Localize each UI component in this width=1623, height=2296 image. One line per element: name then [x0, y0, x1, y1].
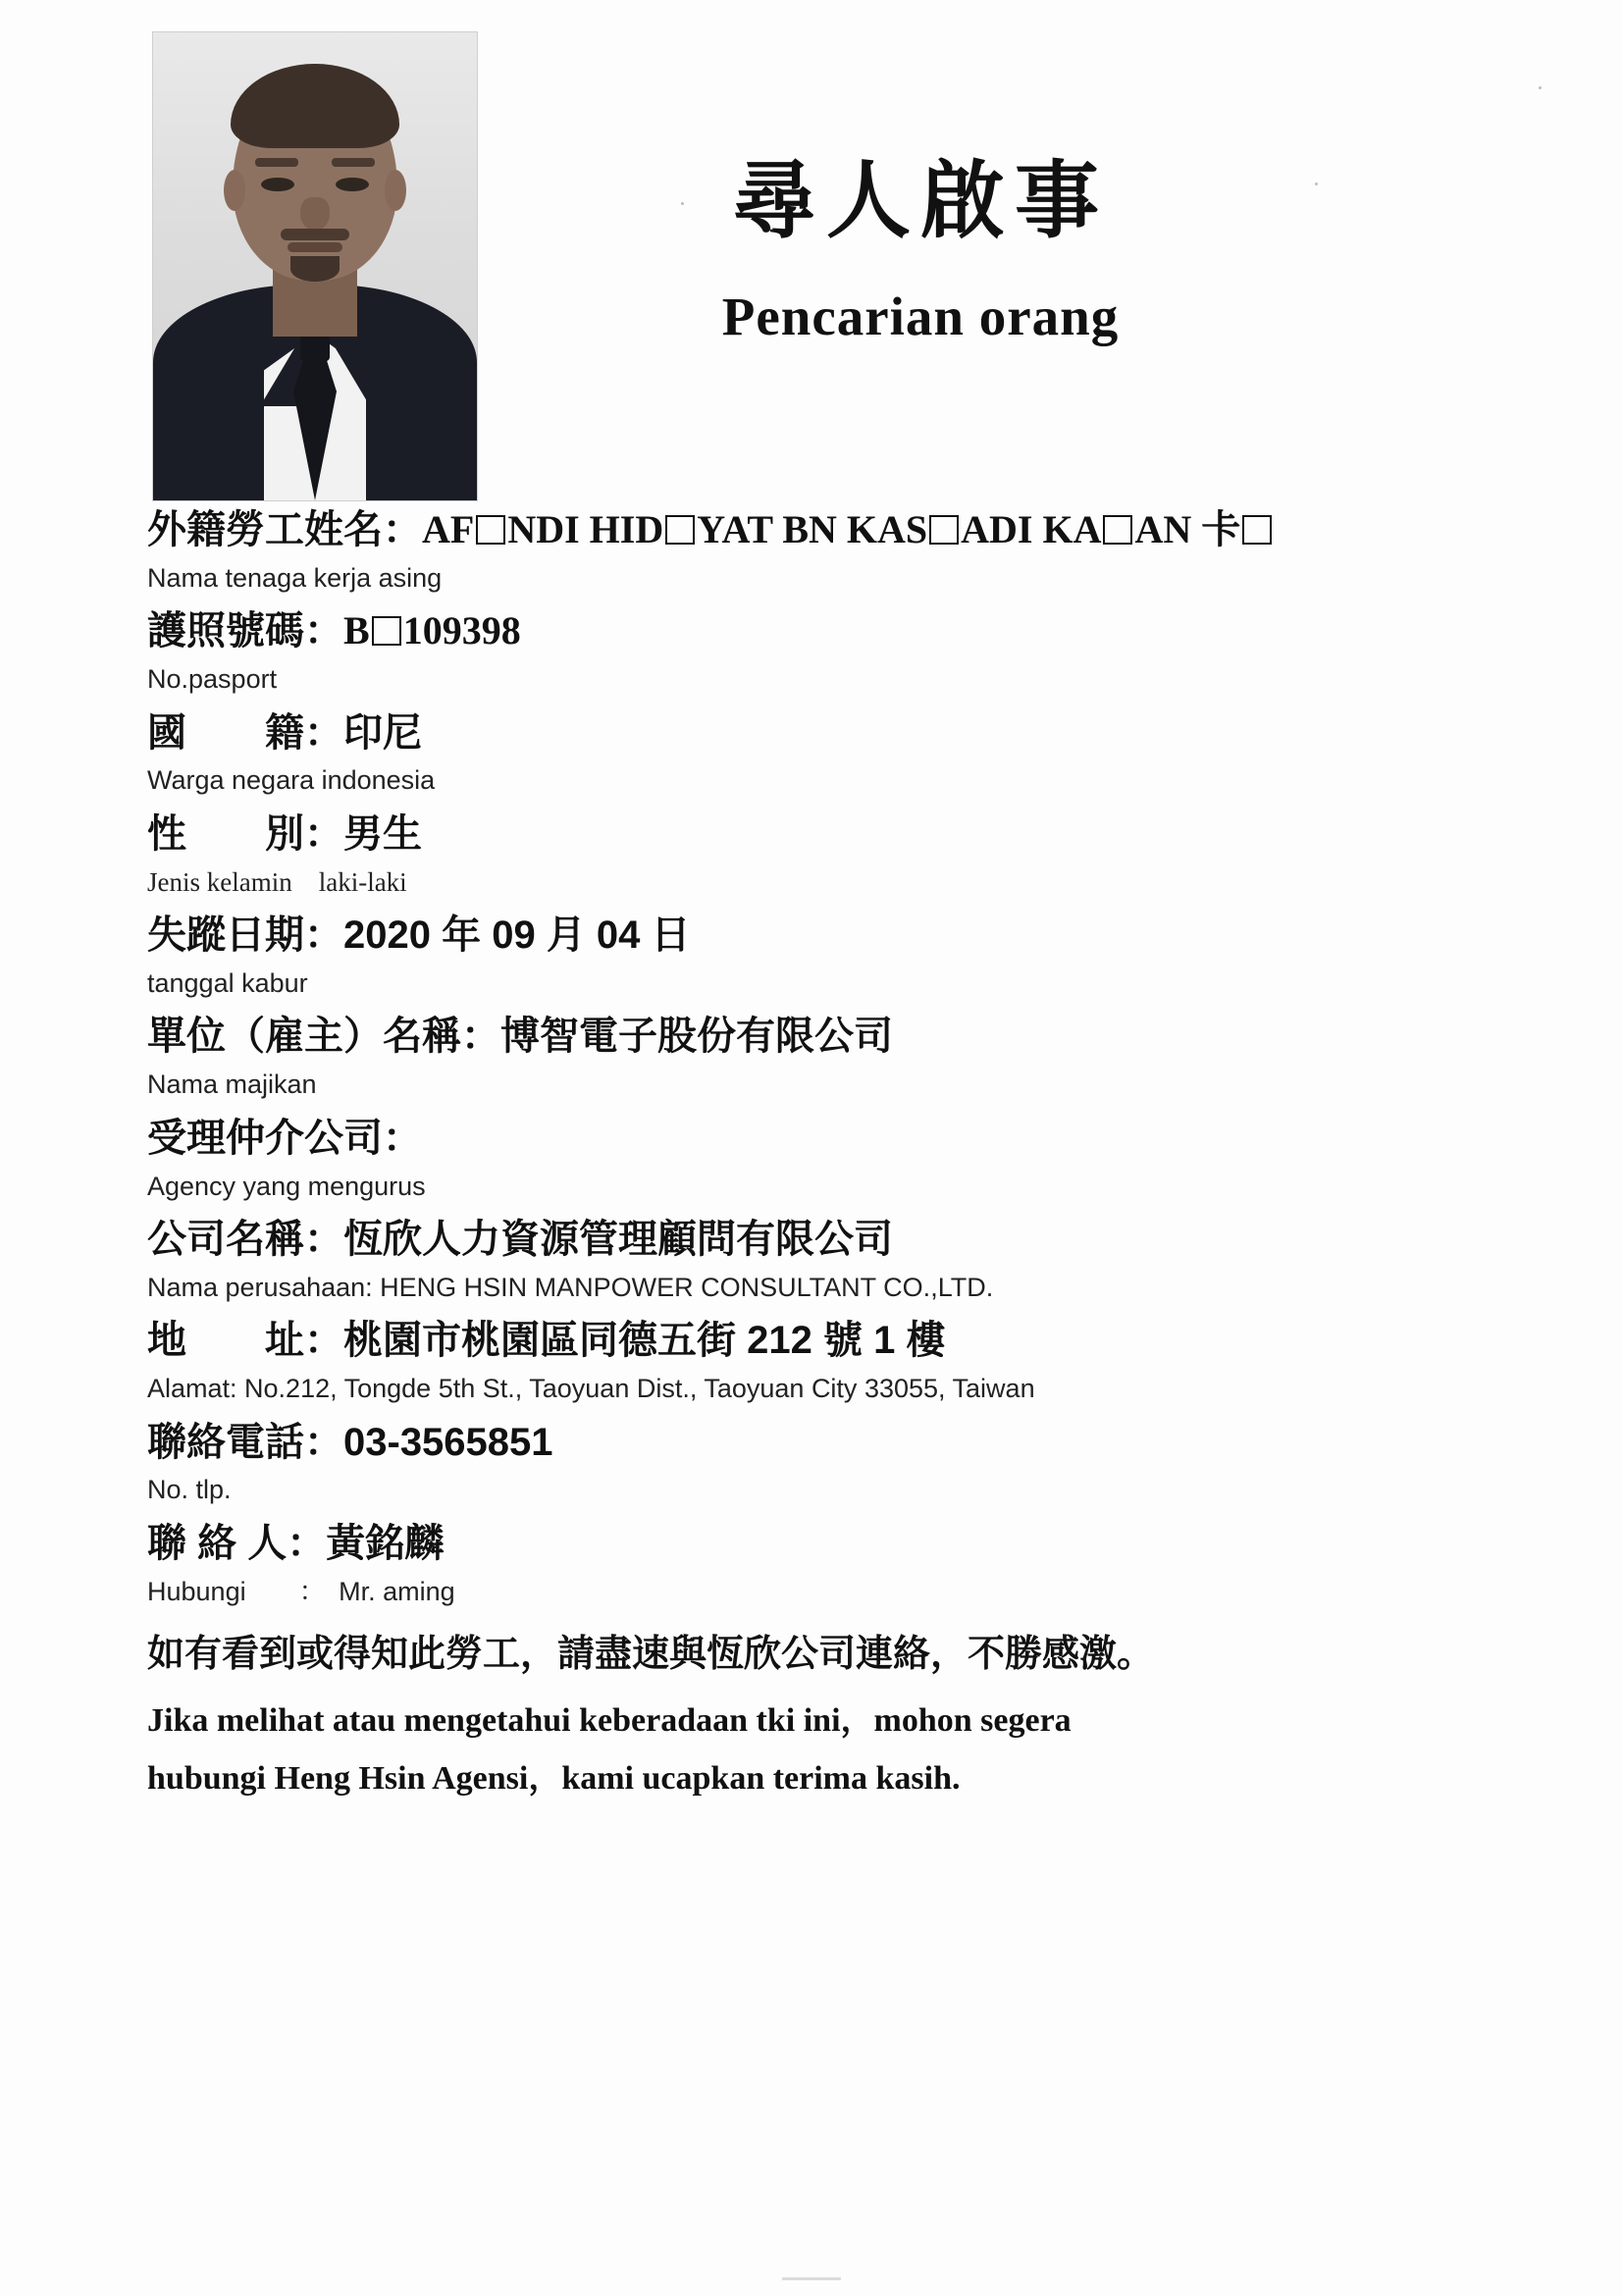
- field-agency: [147, 1109, 1476, 1206]
- field-agency-cn: [147, 1109, 1476, 1169]
- field-missing-date-id: tanggal kabur: [147, 967, 308, 998]
- field-nationality-value: 印尼: [343, 710, 422, 755]
- photo-brow-left: [255, 158, 298, 167]
- page-bottom-mark: [782, 2277, 841, 2280]
- field-employer-label: 單位（雇主）名稱：: [147, 1015, 500, 1059]
- field-company-id: Nama perusahaan: HENG HSIN MANPOWER CONSULTANT CO.,LTD.: [147, 1272, 994, 1302]
- field-missing-date: [147, 906, 1476, 1003]
- field-contact-person: [147, 1514, 1476, 1611]
- field-passport-label: 護照號碼：: [147, 608, 343, 653]
- field-gender: [147, 805, 1476, 902]
- field-name-label: 外籍勞工姓名：: [147, 507, 422, 551]
- photo-goatee: [290, 256, 340, 282]
- photo-ear-left: [224, 170, 245, 211]
- field-agency-label: 受理仲介公司：: [147, 1116, 422, 1160]
- field-name-value: AF NDI HID YAT BN KAS ADI KA AN 卡: [422, 507, 1274, 551]
- missing-glyph-box: [929, 515, 959, 545]
- field-gender-label: 性 別：: [147, 811, 343, 856]
- field-name-cn: [147, 500, 1476, 560]
- field-passport-value: B 109398: [343, 608, 521, 653]
- field-company: [147, 1210, 1476, 1307]
- photo-mouth: [288, 242, 342, 252]
- notice-cn: 如有看到或得知此勞工，請盡速與恆欣公司連絡，不勝感激。: [147, 1634, 1155, 1676]
- field-employer-id: Nama majikan: [147, 1070, 317, 1100]
- photo-ear-right: [385, 170, 406, 211]
- field-contact-person-label: 聯 絡 人：: [147, 1521, 327, 1565]
- field-nationality-cn: [147, 704, 1476, 763]
- field-agency-id: Agency yang mengurus: [147, 1171, 426, 1201]
- missing-glyph-box: [665, 515, 695, 545]
- field-phone: [147, 1413, 1476, 1510]
- field-company-cn: [147, 1210, 1476, 1270]
- missing-glyph-box: [372, 616, 401, 646]
- field-missing-date-cn: [147, 906, 1476, 965]
- field-address-id: Alamat: No.212, Tongde 5th St., Taoyuan Dist., Taoyuan City 33055, Taiwan: [147, 1374, 1035, 1404]
- avatar: [152, 31, 478, 501]
- field-nationality: [147, 704, 1476, 801]
- field-employer-cn: [147, 1007, 1476, 1067]
- field-address-value: 桃園市桃園區同德五街 212 號 1 樓: [343, 1319, 946, 1363]
- field-phone-label: 聯絡電話：: [147, 1420, 343, 1464]
- field-address-label: 地 址：: [147, 1319, 343, 1363]
- field-contact-person-value: 黃銘麟: [326, 1521, 445, 1565]
- field-name-id: Nama tenaga kerja asing: [147, 562, 443, 593]
- photo-tie-knot: [300, 336, 330, 361]
- notice-id-line2: hubungi Heng Hsin Agensi，kami ucapkan terima kasih.: [147, 1759, 961, 1797]
- field-passport: [147, 601, 1476, 699]
- field-passport-cn: [147, 601, 1476, 661]
- notice-id-line1: Jika melihat atau mengetahui keberadaan tki ini，mohon segera: [147, 1702, 1072, 1740]
- field-employer-value: 博智電子股份有限公司: [500, 1015, 893, 1059]
- field-address: [147, 1311, 1476, 1408]
- photo-nose: [300, 197, 330, 231]
- field-company-value: 恆欣人力資源管理顧問有限公司: [343, 1218, 893, 1262]
- field-gender-id: Jenis kelamin laki-laki: [147, 866, 407, 897]
- field-nationality-id: Warga negara indonesia: [147, 765, 436, 796]
- missing-glyph-box: [1242, 515, 1272, 545]
- field-employer: [147, 1007, 1476, 1104]
- field-list: [0, 491, 1623, 1807]
- field-passport-id: No.pasport: [147, 664, 278, 695]
- field-contact-person-id: Hubungi ： Mr. aming: [147, 1576, 455, 1606]
- page-title-id: Pencarian orang: [721, 286, 1120, 346]
- field-address-cn: [147, 1311, 1476, 1371]
- field-company-label: 公司名稱：: [147, 1218, 343, 1262]
- photo-eye-left: [261, 178, 294, 191]
- missing-glyph-box: [1103, 515, 1132, 545]
- field-phone-cn: [147, 1413, 1476, 1473]
- field-nationality-label: 國 籍：: [147, 710, 343, 755]
- missing-glyph-box: [476, 515, 505, 545]
- field-gender-value: 男生: [343, 811, 422, 856]
- field-missing-date-label: 失蹤日期：: [147, 913, 343, 958]
- field-phone-id: No. tlp.: [147, 1475, 232, 1505]
- page-title-cn: 尋人啟事: [732, 154, 1109, 248]
- photo-moustache: [281, 229, 349, 240]
- title-block: [562, 27, 1279, 347]
- notice-id: [147, 1693, 1476, 1807]
- field-name: [147, 500, 1476, 598]
- photo-eye-right: [336, 178, 369, 191]
- photo-brow-right: [332, 158, 375, 167]
- field-contact-person-cn: [147, 1514, 1476, 1574]
- field-gender-cn: [147, 805, 1476, 864]
- field-phone-value: 03-3565851: [343, 1420, 553, 1464]
- flyer-header: [0, 0, 1623, 491]
- field-missing-date-value: 2020 年 09 月 04 日: [343, 913, 691, 958]
